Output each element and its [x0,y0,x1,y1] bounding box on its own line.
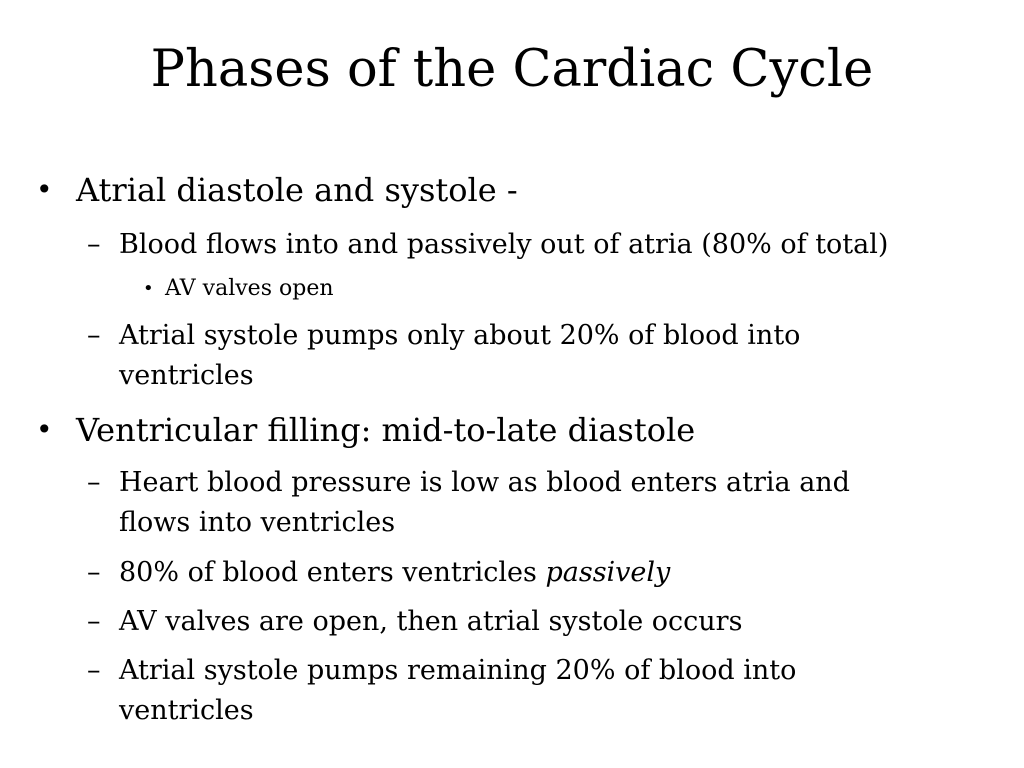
dash-marker: – [87,606,101,637]
subbullet-text-line2: ventricles [119,360,254,391]
dash-marker: – [87,320,101,351]
bullet-text: Ventricular filling: mid-to-late diastole [76,411,696,449]
subsubbullet-text: AV valves open [165,276,334,301]
subbullet-text-line1: Heart blood pressure is low as blood enters atria and [119,467,850,498]
subbullet-text-line2: flows into ventricles [119,507,396,538]
emphasis-passively: passively [545,557,671,588]
slide-title: Phases of the Cardiac Cycle [150,40,874,99]
subbullet-atrial-systole-20 [87,316,989,396]
subbullet-text: AV valves are open, then atrial systole occurs [119,606,743,637]
subbullet-80-percent-passively [87,553,989,593]
subbullet-text-line2: ventricles [119,695,254,726]
subbullet-text-line1: Atrial systole pumps only about 20% of blood into [119,320,801,351]
bullet-text: Atrial diastole and systole - [76,171,518,209]
dash-marker: – [87,467,101,498]
subbullet-blood-flows [87,225,989,265]
bullet-marker: • [143,278,154,299]
subbullet-text: 80% of blood enters ventricles [119,557,546,588]
bullet-marker: • [36,413,53,446]
dash-marker: – [87,557,101,588]
subbullet-atrial-systole-remaining [87,651,989,731]
subbullet-heart-pressure-low [87,463,989,543]
bullet-marker: • [36,173,53,206]
bullet-ventricular-filling [36,410,996,450]
dash-marker: – [87,655,101,686]
bullet-atrial-diastole-systole [36,170,996,210]
subsubbullet-av-valves-open [143,274,965,304]
subbullet-text-line1: Atrial systole pumps remaining 20% of blood into [119,655,797,686]
subbullet-av-valves-open-then [87,602,989,642]
subbullet-text: Blood flows into and passively out of atria (80% of total) [119,229,889,260]
dash-marker: – [87,229,101,260]
